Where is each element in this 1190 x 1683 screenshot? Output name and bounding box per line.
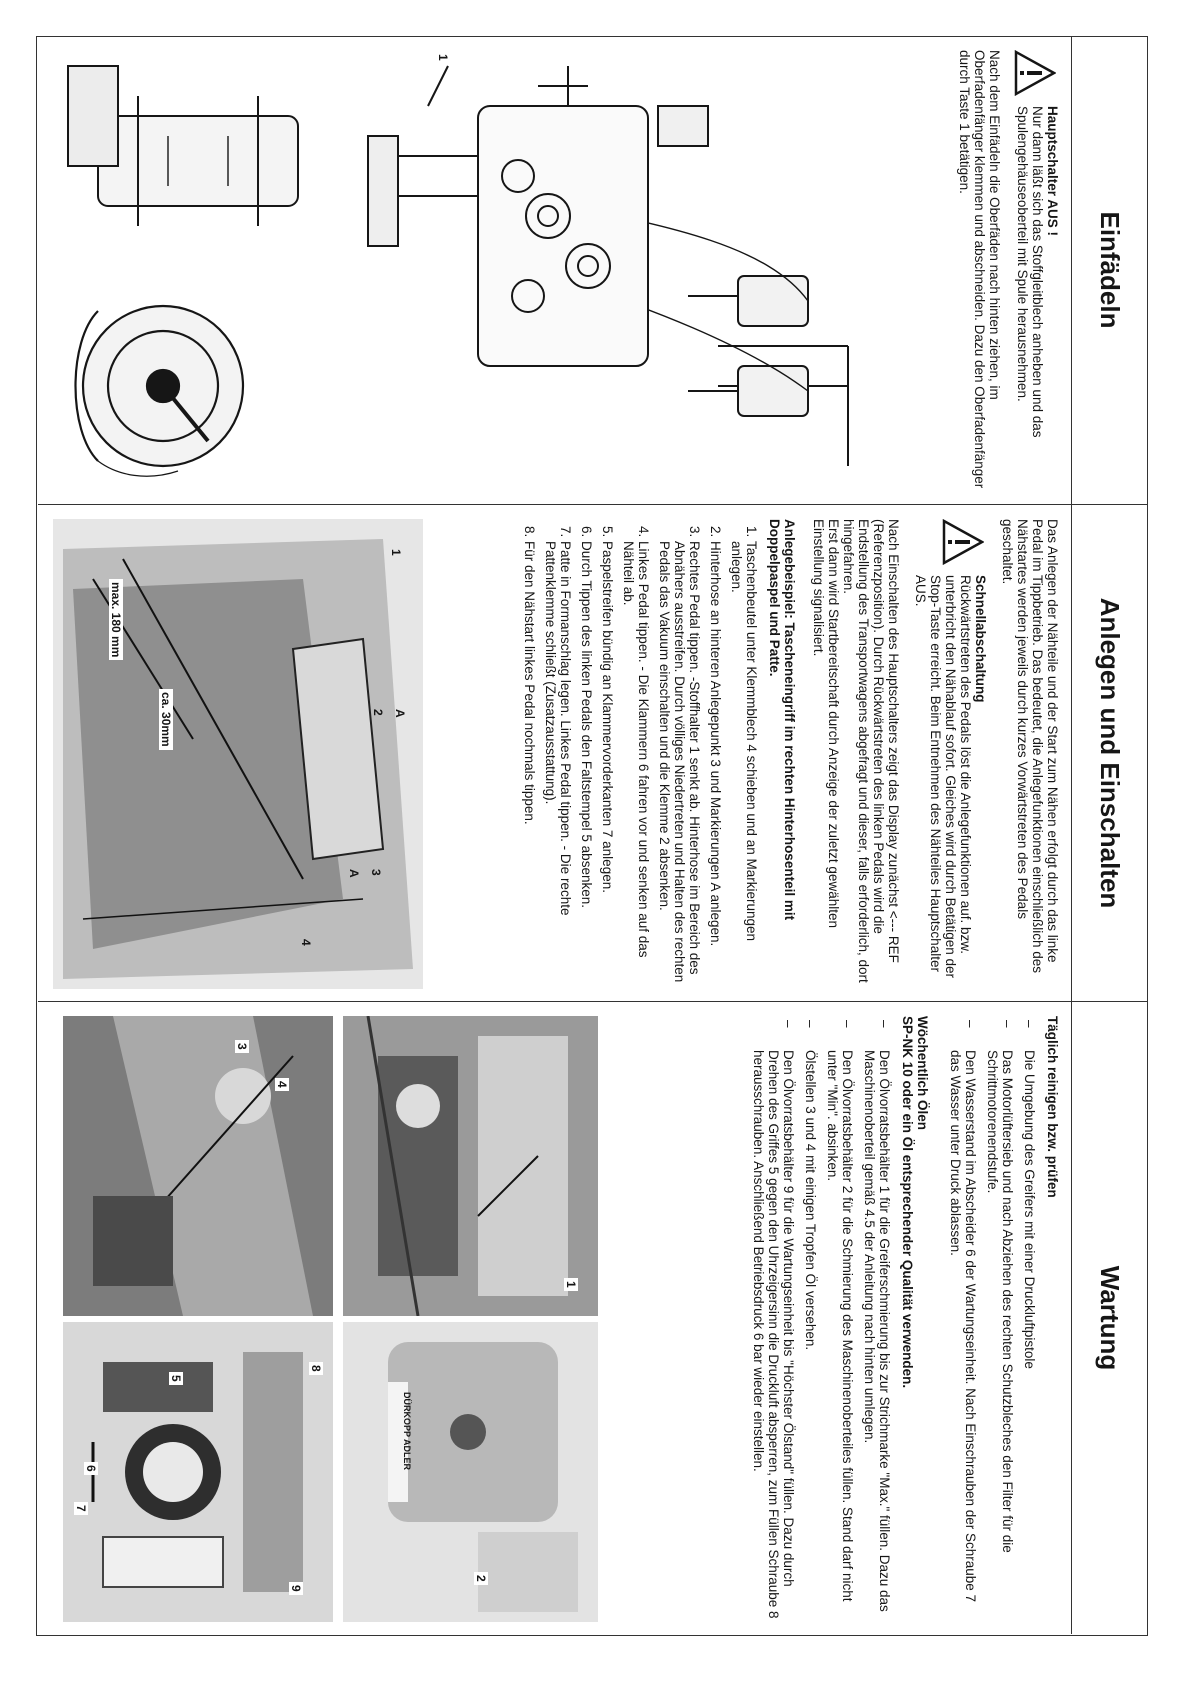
start-paragraph: Erst dann wird Startbereitschaft durch Anzeige der zuletzt gewählten Einstellung signalisiert. [811,519,841,928]
warning-text: Nur dann läßt sich das Stoffgleitblech anheben und das Spulengehäuseoberteil mit Spule herausnehmen. [1015,106,1045,438]
ref-paragraph: Nach Einschalten des Hauptschalters zeigt das Display zunächst <--- REF (Referenzposition). Durch Rückwärtstreten des linken Pedals wird die Endstellung des Transportwagens abgefragt und dieser, falls erforderlich, dort hingefahren. [841,519,901,983]
photo-label-6: 6 [84,1462,98,1475]
fig1-label-3: 3 [369,869,383,876]
weekly-item: – Ölstellen 3 und 4 mit einigen Tropfen Öl versehen. [803,1016,818,1620]
einfaedeln-paragraph: Nach dem Einfädeln die Oberfäden nach hinten ziehen, im Oberfadenfänger klemmen und abschneiden. Dazu den Oberfadenfänger durch Taste 1 betätigen. [957,50,1002,489]
threading-illustration [348,46,868,496]
daily-item: – Die Umgebung des Greifers mit einer Druckluftpistole [1022,1016,1037,1620]
fig1-label-2: 2 [371,709,385,716]
warning-heading: Hauptschalter AUS ! [1045,106,1060,237]
schnellabschaltung-body: Rückwärtstreten des Pedals löst die Anlegefunktionen auf. bzw. unterbricht den Nähablauf sofort. Gleiches wird durch Betätigen der Stop-Taste erreicht. Beim Entnehmen des Nähteiles Hauptschalter AUS. [913,575,973,978]
step-item: 8. Für den Nähstart linkes Pedal nochmals tippen. [522,541,537,987]
step-item: 5. Paspelstreifen bündig an Klammervorderkanten 7 anlegen. [600,541,615,987]
weekly-list [751,1016,892,1620]
brand-text: DÜRKOPP ADLER [402,1392,412,1471]
placement-figure [53,519,423,989]
column-title-einfaedeln: Einfädeln [1071,36,1148,504]
daily-item: – Das Motorlüftersieb und nach Abziehen des rechten Schutzbleches den Filter für die Schrittmotorenendstufe. [985,1016,1015,1620]
schnellabschaltung-text [913,575,988,987]
step-item: 6. Durch Tippen des linken Pedals den Faltstempel 5 absenken. [579,541,594,987]
wartung-body [744,1016,1060,1620]
column-title-wartung: Wartung [1071,1002,1148,1634]
step-item: 4. Linkes Pedal tippen. - Die Klammern 6 fahren vor und senken auf das Nähteil ab. [621,541,651,987]
fig1-label-a: A [393,709,407,718]
fig1-label-4: 4 [299,939,313,946]
column-anlegen [38,504,1148,1001]
photo-label-5: 5 [169,1372,183,1385]
step-item: 2. Hinterhose an hinteren Anlegepunkt 3 und Markierungen A anlegen. [708,541,723,987]
warning-text-block [1015,106,1060,490]
fig1-dim-30: ca. 30mm [159,689,173,750]
step-item: 1. Taschenbeutel unter Klemmblech 4 schieben und an Markierungen anlegen. [729,541,759,987]
photo-label-9: 9 [289,1582,303,1595]
photo-machine-head [343,1322,598,1622]
daily-list [948,1016,1037,1620]
weekly-subheading: SP-NK 10 oder ein Öl entsprechender Qualität verwenden. [900,1016,915,1389]
photo-label-3: 3 [235,1040,249,1053]
weekly-item: – Den Ölvorratsbehälter 1 für die Greiferschmierung bis zur Strichmarke "Max." füllen. Dazu das Maschinenoberteil gemäß 4.5 der Anleitung nach hinten umlegen. [862,1016,892,1620]
photo-label-2: 2 [474,1572,488,1585]
warning-block [1014,50,1060,490]
daily-heading: Täglich reinigen bzw. prüfen [1045,1016,1060,1198]
manual-page [36,36,1148,1636]
anlegen-body [516,519,1060,987]
schnellabschaltung-block [913,519,988,987]
weekly-item: – Den Ölvorratsbehälter 9 für die Wartungseinheit bis "Höchster Ölstand" füllen. Dazu durch Drehen des Griffes 5 gegen den Uhrzeigersinn die Druckluft absperren, zum Füllen Schraube 8 herausschrauben. Anschließend Betriebsdruck 6 bar wieder einstellen. [751,1016,796,1620]
warning-triangle-icon [942,519,984,565]
bobbin-detail-illustration [58,56,318,266]
photo-label-7: 7 [74,1502,88,1515]
photo-oil-points [63,1016,333,1316]
photo-label-4: 4 [275,1078,289,1091]
einfaedeln-body [949,50,1060,490]
photo-greifer-oil [343,1016,598,1316]
fig1-label-a2: A [347,869,361,878]
warning-triangle-icon [1014,50,1056,96]
fig1-dim-180: max. 180 mm [109,579,123,660]
daily-item: – Den Wasserstand im Abscheider 6 der Wartungseinheit. Nach Einschrauben der Schraube 7 das Wasser unter Druck ablassen. [948,1016,978,1620]
step-item: 7. Patte in Formanschlag legen. Linkes Pedal tippen. - Die rechte Pattenklemme schließt (Zusatzausstattung). [543,541,573,987]
column-einfaedeln [38,36,1148,504]
photo-maintenance-unit [63,1322,333,1622]
schnellabschaltung-heading: Schnellabschaltung [973,575,988,703]
photo-label-1: 1 [564,1278,578,1291]
weekly-item: – Den Ölvorratsbehälter 2 für die Schmierung des Maschinenoberteiles füllen. Stand darf nicht unter "Min". absinken. [825,1016,855,1620]
column-wartung [38,1001,1148,1634]
step-item: 3. Rechtes Pedal tippen. -Stoffhalter 1 senkt ab. Hinterhose im Bereich des Abnähers ausstreifen. Durch völliges Niedertreten und Halten des rechten Pedals das Vakuum einschalten und die Klemme 2 absenken. [657,541,702,987]
weekly-heading: Wöchentlich Ölen [915,1016,930,1131]
photo-label-8: 8 [309,1362,323,1375]
callout-1: 1 [436,54,450,61]
anlegebeispiel-heading: Anlegebeispiel: Tascheneingriff im rechten Hinterhosenteil mit Doppelpaspel und Patte. [767,519,797,921]
column-title-anlegen: Anlegen und Einschalten [1071,505,1148,1001]
anlegen-steps-list [522,519,759,987]
bobbin-case-illustration [58,281,268,491]
anlegen-intro: Das Anlegen der Nähteile und der Start zum Nähen erfolgt durch das linke Pedal im Tippbetrieb. Das bedeutet, die Anlegefunktionen einschließlich des Nähstartes werden jeweils durch kurzes Vorwärtstreten des Pedals geschaltet. [1000,519,1060,974]
fig1-label-1: 1 [389,549,403,556]
